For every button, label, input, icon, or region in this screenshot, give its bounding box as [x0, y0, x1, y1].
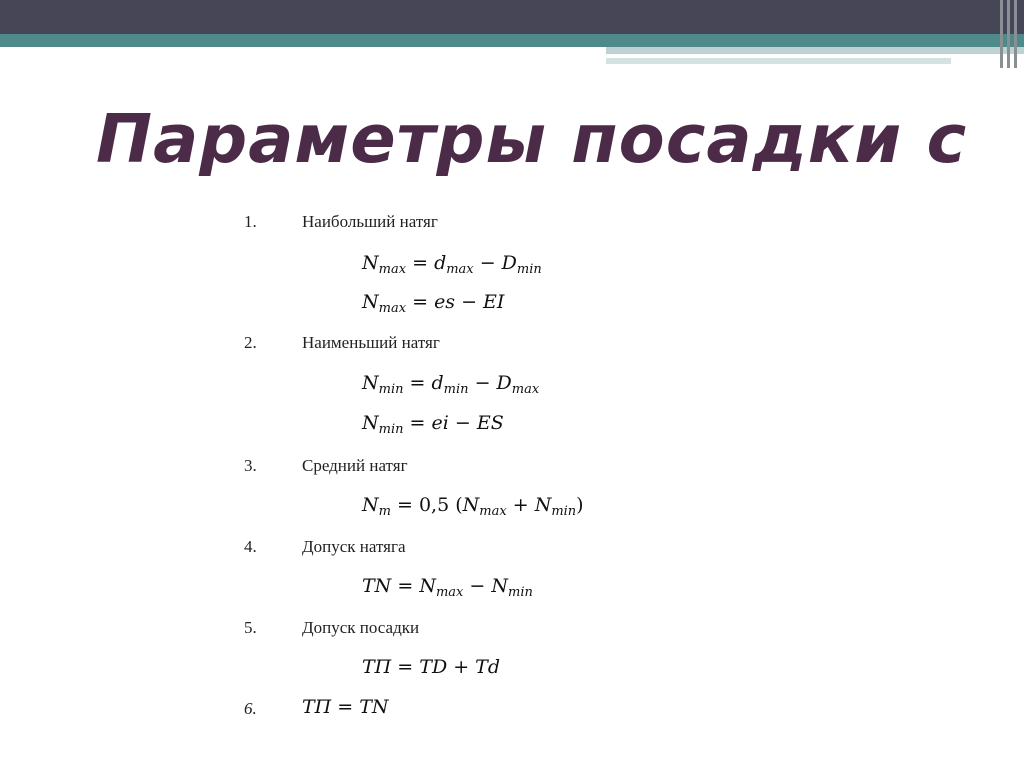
corner-decoration: [998, 0, 1024, 70]
header-teal-band: [0, 34, 1024, 47]
formula: $N_{min}$ = ei − ES: [362, 412, 504, 437]
formula: $N_{max}$ = es − EI: [362, 291, 505, 316]
formula: $N_m = 0,5$ $(N_{max} + N_{min})$: [362, 494, 584, 519]
header-dark-band: [0, 0, 1024, 34]
formula: $N_{max} = d_{max} - D_{min}$: [362, 252, 542, 277]
formula: $N_{min} = d_{min} - D_{max}$: [362, 372, 540, 397]
header-accent-stripe: [606, 47, 1024, 54]
formula: TП = TN: [302, 696, 389, 718]
item-number: 1.: [244, 212, 257, 231]
item-number: 3.: [244, 456, 257, 475]
item-number: 6.: [244, 699, 257, 718]
item-number: 2.: [244, 333, 257, 352]
item-label: Допуск посадки: [302, 618, 420, 637]
header-accent-stripe: [606, 58, 951, 64]
item-label: Наименьший натяг: [302, 333, 440, 352]
item-number: 4.: [244, 537, 257, 556]
item-label: Средний натяг: [302, 456, 408, 475]
formula: TП = TD + Td: [362, 656, 501, 678]
item-number: 5.: [244, 618, 257, 637]
formula: TN = $N_{max} - N_{min}$: [362, 575, 533, 600]
slide-title: Параметры посадки с: [96, 100, 968, 178]
item-label: Допуск натяга: [302, 537, 406, 556]
item-label: Наибольший натяг: [302, 212, 438, 231]
